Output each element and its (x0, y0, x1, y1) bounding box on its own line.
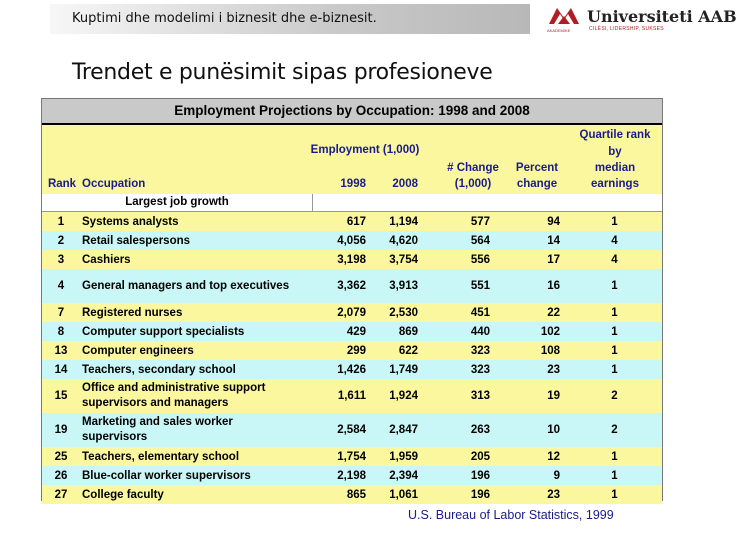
percent-cell: 17 (547, 254, 560, 266)
occupation-cell-line2: supervisors and managers (82, 397, 229, 409)
change-cell: 205 (470, 451, 490, 463)
table-row (42, 413, 662, 447)
logo-tagline: CILËSI, LIDERSHIP, SUKSES (589, 26, 664, 32)
header-1998: 1998 (340, 178, 366, 190)
employment-1998-cell: 2,198 (337, 470, 366, 482)
employment-2008-cell: 3,913 (389, 280, 418, 292)
employment-2008-cell: 622 (398, 345, 418, 357)
employment-1998-cell: 865 (346, 489, 366, 501)
rank-cell: 8 (57, 326, 65, 338)
table-row (42, 466, 662, 485)
header-percent-2: change (516, 178, 558, 190)
occupation-cell: Office and administrative support (82, 382, 266, 394)
rank-cell: 3 (57, 254, 65, 266)
slide-title: Trendet e punësimit sipas profesioneve (72, 60, 493, 85)
rank-cell: 27 (54, 489, 68, 501)
occupation-cell: College faculty (82, 489, 164, 501)
employment-1998-cell: 2,079 (337, 307, 366, 319)
section-row-cells (312, 194, 663, 211)
occupation-cell: Marketing and sales worker (82, 416, 233, 428)
employment-2008-cell: 3,754 (389, 254, 418, 266)
rank-cell: 2 (57, 235, 65, 247)
table-title: Employment Projections by Occupation: 1998 and 2008 (42, 99, 662, 125)
change-cell: 440 (470, 326, 490, 338)
employment-1998-cell: 299 (346, 345, 366, 357)
change-cell: 196 (470, 470, 490, 482)
percent-cell: 16 (547, 280, 560, 292)
employment-1998-cell: 1,754 (337, 451, 366, 463)
table-row (42, 212, 662, 231)
employment-1998-cell: 429 (346, 326, 366, 338)
rank-cell: 4 (57, 280, 65, 292)
header-quartile-2: by (608, 146, 622, 158)
table-row (42, 250, 662, 269)
employment-2008-cell: 1,194 (389, 216, 418, 228)
occupation-cell: Retail salespersons (82, 235, 191, 247)
percent-cell: 10 (547, 424, 560, 436)
employment-1998-cell: 3,362 (337, 280, 366, 292)
percent-cell: 23 (547, 489, 560, 501)
employment-2008-cell: 4,620 (389, 235, 418, 247)
employment-1998-cell: 3,198 (337, 254, 366, 266)
rank-cell: 26 (54, 470, 68, 482)
employment-1998-cell: 2,584 (337, 424, 366, 436)
header-quartile-1: Quartile rank (579, 129, 651, 141)
table-row (42, 360, 662, 379)
header-text: Kuptimi dhe modelimi i biznesit dhe e-biznesit. (72, 11, 377, 26)
quartile-cell: 2 (611, 390, 618, 402)
occupation-cell: Teachers, secondary school (82, 364, 236, 376)
percent-cell: 108 (540, 345, 560, 357)
table-row (42, 485, 662, 504)
rank-cell: 25 (54, 451, 68, 463)
logo-mark-text: AKADEMIKE (547, 28, 571, 33)
change-cell: 551 (470, 280, 490, 292)
table-row (42, 231, 662, 250)
rank-cell: 15 (54, 390, 68, 402)
header-bar (0, 0, 737, 40)
employment-2008-cell: 2,530 (389, 307, 418, 319)
employment-2008-cell: 1,061 (389, 489, 418, 501)
occupation-cell: Blue-collar worker supervisors (82, 470, 251, 482)
quartile-cell: 1 (611, 489, 618, 501)
change-cell: 577 (470, 216, 490, 228)
occupation-cell: Cashiers (82, 254, 131, 266)
change-cell: 323 (470, 364, 490, 376)
rank-cell: 14 (54, 364, 68, 376)
percent-cell: 102 (540, 326, 560, 338)
quartile-cell: 1 (611, 364, 618, 376)
quartile-cell: 4 (611, 254, 618, 266)
quartile-cell: 1 (611, 345, 618, 357)
change-cell: 313 (470, 390, 490, 402)
change-cell: 451 (470, 307, 490, 319)
table-row (42, 269, 662, 303)
occupation-cell: Computer support specialists (82, 326, 245, 338)
quartile-cell: 2 (611, 424, 618, 436)
occupation-cell-line2: supervisors (82, 431, 148, 443)
quartile-cell: 1 (611, 326, 618, 338)
table-row (42, 303, 662, 322)
percent-cell: 14 (547, 235, 560, 247)
header-occupation: Occupation (82, 178, 146, 190)
header-quartile-3: median (594, 162, 636, 174)
percent-cell: 19 (547, 390, 560, 402)
employment-2008-cell: 869 (398, 326, 418, 338)
employment-2008-cell: 1,924 (389, 390, 418, 402)
rank-cell: 1 (57, 216, 65, 228)
employment-2008-cell: 2,394 (389, 470, 418, 482)
employment-2008-cell: 1,959 (389, 451, 418, 463)
change-cell: 196 (470, 489, 490, 501)
employment-table (41, 98, 663, 501)
section-label: Largest job growth (125, 196, 229, 208)
change-cell: 564 (470, 235, 490, 247)
table-row (42, 341, 662, 360)
header-2008: 2008 (392, 178, 418, 190)
change-cell: 263 (470, 424, 490, 436)
occupation-cell: Computer engineers (82, 345, 194, 357)
logo-brand: Universiteti AAB (587, 7, 737, 26)
employment-2008-cell: 2,847 (389, 424, 418, 436)
table-row (42, 322, 662, 341)
rank-cell: 19 (54, 424, 68, 436)
header-quartile-4: earnings (591, 178, 639, 190)
quartile-cell: 1 (611, 307, 618, 319)
rank-cell: 13 (54, 345, 68, 357)
quartile-cell: 4 (611, 235, 618, 247)
header-percent-1: Percent (515, 162, 559, 174)
table-row (42, 379, 662, 413)
occupation-cell: General managers and top executives (82, 280, 290, 292)
change-cell: 323 (470, 345, 490, 357)
rank-cell: 7 (57, 307, 65, 319)
percent-cell: 12 (547, 451, 560, 463)
quartile-cell: 1 (611, 280, 618, 292)
percent-cell: 22 (547, 307, 560, 319)
section-row-largest-growth (42, 194, 662, 212)
header-employment: Employment (1,000) (310, 144, 420, 156)
header-change-1: # Change (447, 162, 499, 174)
source-citation: U.S. Bureau of Labor Statistics, 1999 (408, 508, 614, 522)
employment-1998-cell: 1,426 (337, 364, 366, 376)
occupation-cell: Registered nurses (82, 307, 183, 319)
header-change-2: (1,000) (454, 178, 492, 190)
table-header (42, 125, 662, 194)
table-row (42, 447, 662, 466)
employment-1998-cell: 1,611 (337, 390, 366, 402)
occupation-cell: Teachers, elementary school (82, 451, 240, 463)
employment-1998-cell: 617 (346, 216, 366, 228)
percent-cell: 9 (553, 470, 560, 482)
employment-2008-cell: 1,749 (389, 364, 418, 376)
percent-cell: 23 (547, 364, 560, 376)
quartile-cell: 1 (611, 451, 618, 463)
occupation-cell: Systems analysts (82, 216, 179, 228)
university-logo (545, 4, 737, 36)
quartile-cell: 1 (611, 216, 618, 228)
change-cell: 556 (470, 254, 490, 266)
percent-cell: 94 (547, 216, 560, 228)
quartile-cell: 1 (611, 470, 618, 482)
header-rank: Rank (47, 178, 77, 190)
employment-1998-cell: 4,056 (337, 235, 366, 247)
